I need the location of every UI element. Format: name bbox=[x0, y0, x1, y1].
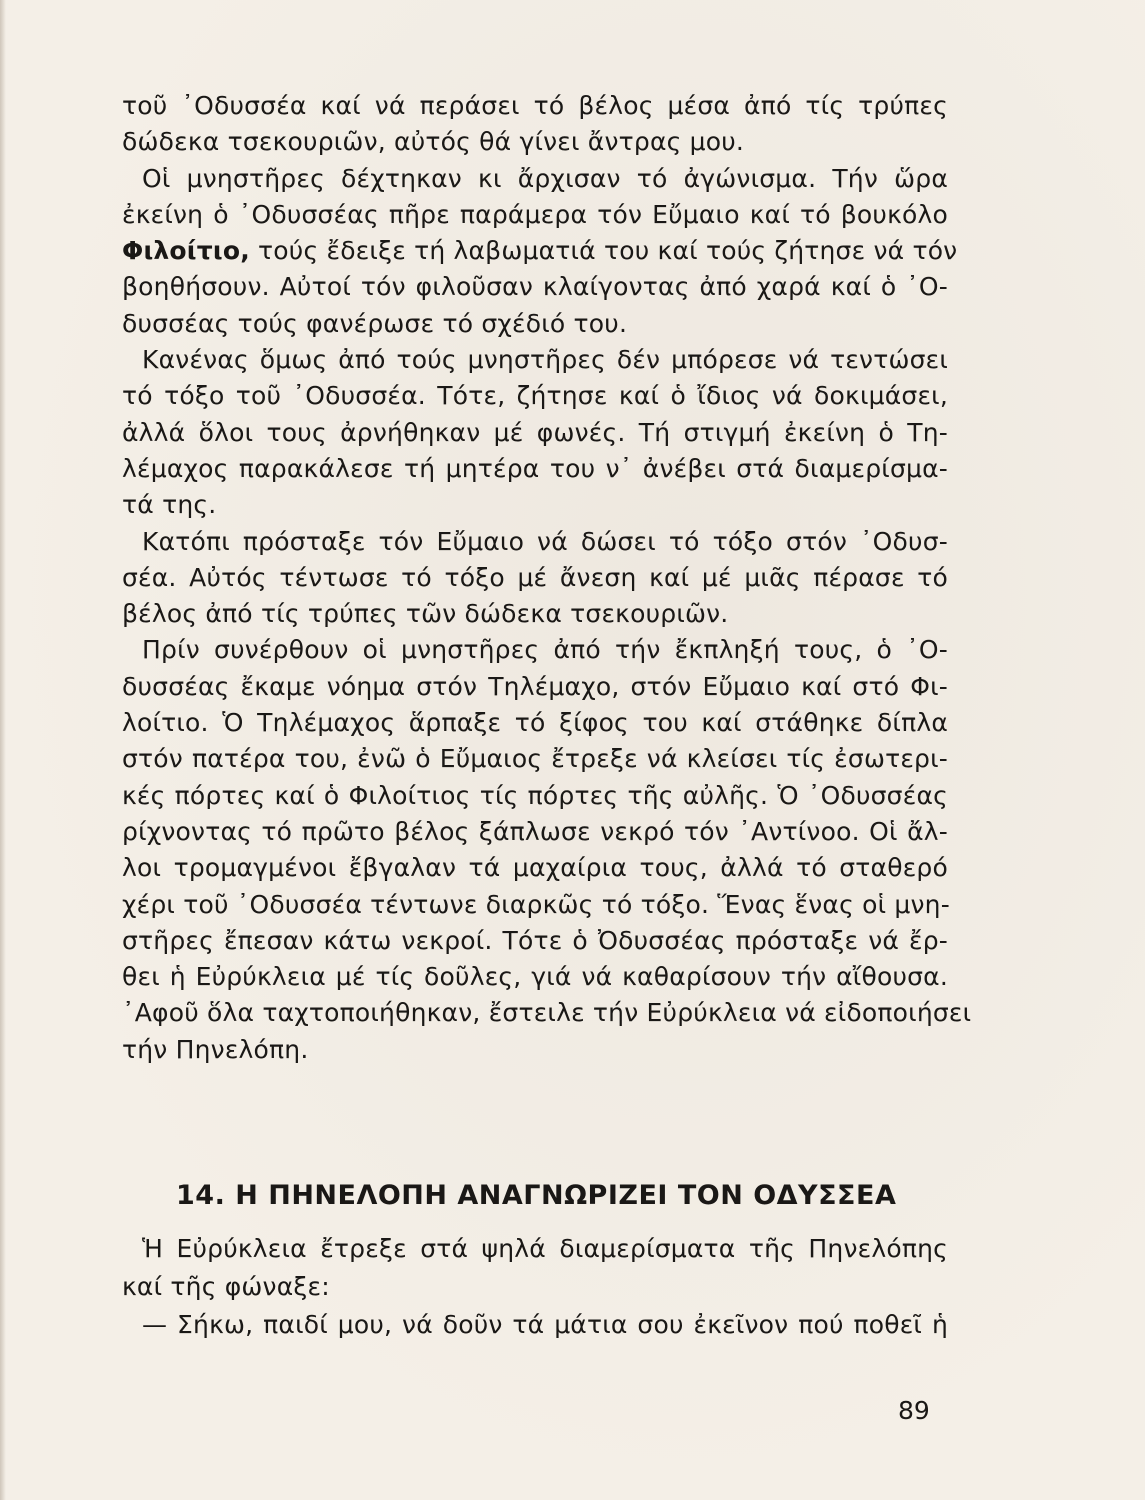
body-text bbox=[122, 88, 972, 1068]
text-line: Κανένας ὅμως ἀπό τούς μνηστῆρες δέν μπόρεσε νά τεντώσει bbox=[142, 345, 948, 375]
text-line: Κατόπι πρόσταξε τόν Εὔμαιο νά δώσει τό τόξο στόν ᾿Οδυσ- bbox=[142, 526, 948, 556]
text-line: τοῦ ᾿Οδυσσέα καί νά περάσει τό βέλος μέσα ἀπό τίς τρύπες bbox=[122, 91, 948, 120]
text-line bbox=[122, 233, 958, 269]
text-line: λέμαχος παρακάλεσε τή μητέρα του ν᾿ ἀνέβει στά διαμερίσμα- bbox=[122, 453, 948, 483]
chapter-heading: 14. Η ΠΗΝΕΛΟΠΗ ΑΝΑΓΝΩΡΙΖΕΙ ΤΟΝ ΟΔΥΣΣΕΑ bbox=[176, 1180, 897, 1211]
text-line: σέα. Αὐτός τέντωσε τό τόξο μέ ἄνεση καί μέ μιᾶς πέρασε τό bbox=[122, 562, 948, 592]
text-line: ρίχνοντας τό πρῶτο βέλος ξάπλωσε νεκρό τόν ᾿Αντίνοο. Οἱ ἄλ- bbox=[122, 816, 948, 846]
text-line: καί τῆς φώναξε: bbox=[122, 1272, 330, 1301]
text-line: βοηθήσουν. Αὐτοί τόν φιλοῦσαν κλαίγοντας ἀπό χαρά καί ὁ ᾿Ο- bbox=[122, 272, 948, 302]
text-line: τό τόξο τοῦ ᾿Οδυσσέα. Τότε, ζήτησε καί ὁ ἴδιος νά δοκιμάσει, bbox=[122, 381, 948, 411]
text-line: Πρίν συνέρθουν οἱ μνηστῆρες ἀπό τήν ἔκπληξή τους, ὁ ᾿Ο- bbox=[142, 635, 948, 665]
text-line: δυσσέας τούς φανέρωσε τό σχέδιό του. bbox=[122, 308, 628, 338]
text-line: Ἡ Εὐρύκλεια ἔτρεξε στά ψηλά διαμερίσματα τῆς Πηνελόπης bbox=[142, 1234, 948, 1263]
text-line: χέρι τοῦ ᾿Οδυσσέα τέντωνε διαρκῶς τό τόξο. Ἕνας ἕνας οἱ μνη- bbox=[122, 889, 950, 919]
text-line: λοι τρομαγμένοι ἔβγαλαν τά μαχαίρια τους, ἀλλά τό σταθερό bbox=[122, 853, 948, 883]
text-line: δώδεκα τσεκουριῶν, αὐτός θά γίνει ἄντρας μου. bbox=[122, 127, 745, 157]
text-line: κές πόρτες καί ὁ Φιλοίτιος τίς πόρτες τῆς αὐλῆς. Ὁ ᾿Οδυσσέας bbox=[122, 780, 948, 810]
text-line: ἀλλά ὅλοι τους ἀρνήθηκαν μέ φωνές. Τή στιγμή ἐκείνη ὁ Τη- bbox=[122, 417, 948, 447]
text-line: θει ἡ Εὐρύκλεια μέ τίς δοῦλες, γιά νά καθαρίσουν τήν αἴθουσα. bbox=[122, 962, 948, 992]
text-line: Οἱ μνηστῆρες δέχτηκαν κι ἄρχισαν τό ἀγώνισμα. Τήν ὥρα bbox=[142, 163, 948, 193]
text-line: στῆρες ἔπεσαν κάτω νεκροί. Τότε ὁ Ὀδυσσέας πρόσταξε νά ἔρ- bbox=[122, 925, 948, 955]
page-edge-shadow bbox=[0, 0, 6, 1500]
chapter-body-text bbox=[122, 1230, 948, 1344]
text-line: στόν πατέρα του, ἐνῶ ὁ Εὔμαιος ἔτρεξε νά κλείσει τίς ἐσωτερι- bbox=[122, 744, 948, 774]
bold-name-philoitios: Φιλοίτιο, bbox=[122, 236, 250, 266]
text-line: τήν Πηνελόπη. bbox=[122, 1034, 309, 1064]
text-line: τά της. bbox=[122, 490, 217, 520]
page-number: 89 bbox=[898, 1396, 930, 1425]
text-line: λοίτιο. Ὁ Τηλέμαχος ἅρπαξε τό ξίφος του καί στάθηκε δίπλα bbox=[122, 708, 948, 738]
text-line: ἐκείνη ὁ ᾿Οδυσσέας πῆρε παράμερα τόν Εὔμαιο καί τό βουκόλο bbox=[122, 199, 948, 229]
text-line: βέλος ἀπό τίς τρύπες τῶν δώδεκα τσεκουριῶν. bbox=[122, 599, 729, 629]
text-line: δυσσέας ἔκαμε νόημα στόν Τηλέμαχο, στόν Εὔμαιο καί στό Φι- bbox=[122, 671, 948, 701]
text-fragment: τούς ἔδειξε τή λαβωματιά του καί τούς ζήτησε νά τόν bbox=[249, 236, 958, 266]
text-line: ᾿Αφοῦ ὅλα ταχτοποιήθηκαν, ἔστειλε τήν Εὐρύκλεια νά εἰδοποιήσει bbox=[122, 998, 972, 1028]
text-line: — Σήκω, παιδί μου, νά δοῦν τά μάτια σου ἐκεῖνον πού ποθεῖ ἡ bbox=[142, 1310, 948, 1339]
